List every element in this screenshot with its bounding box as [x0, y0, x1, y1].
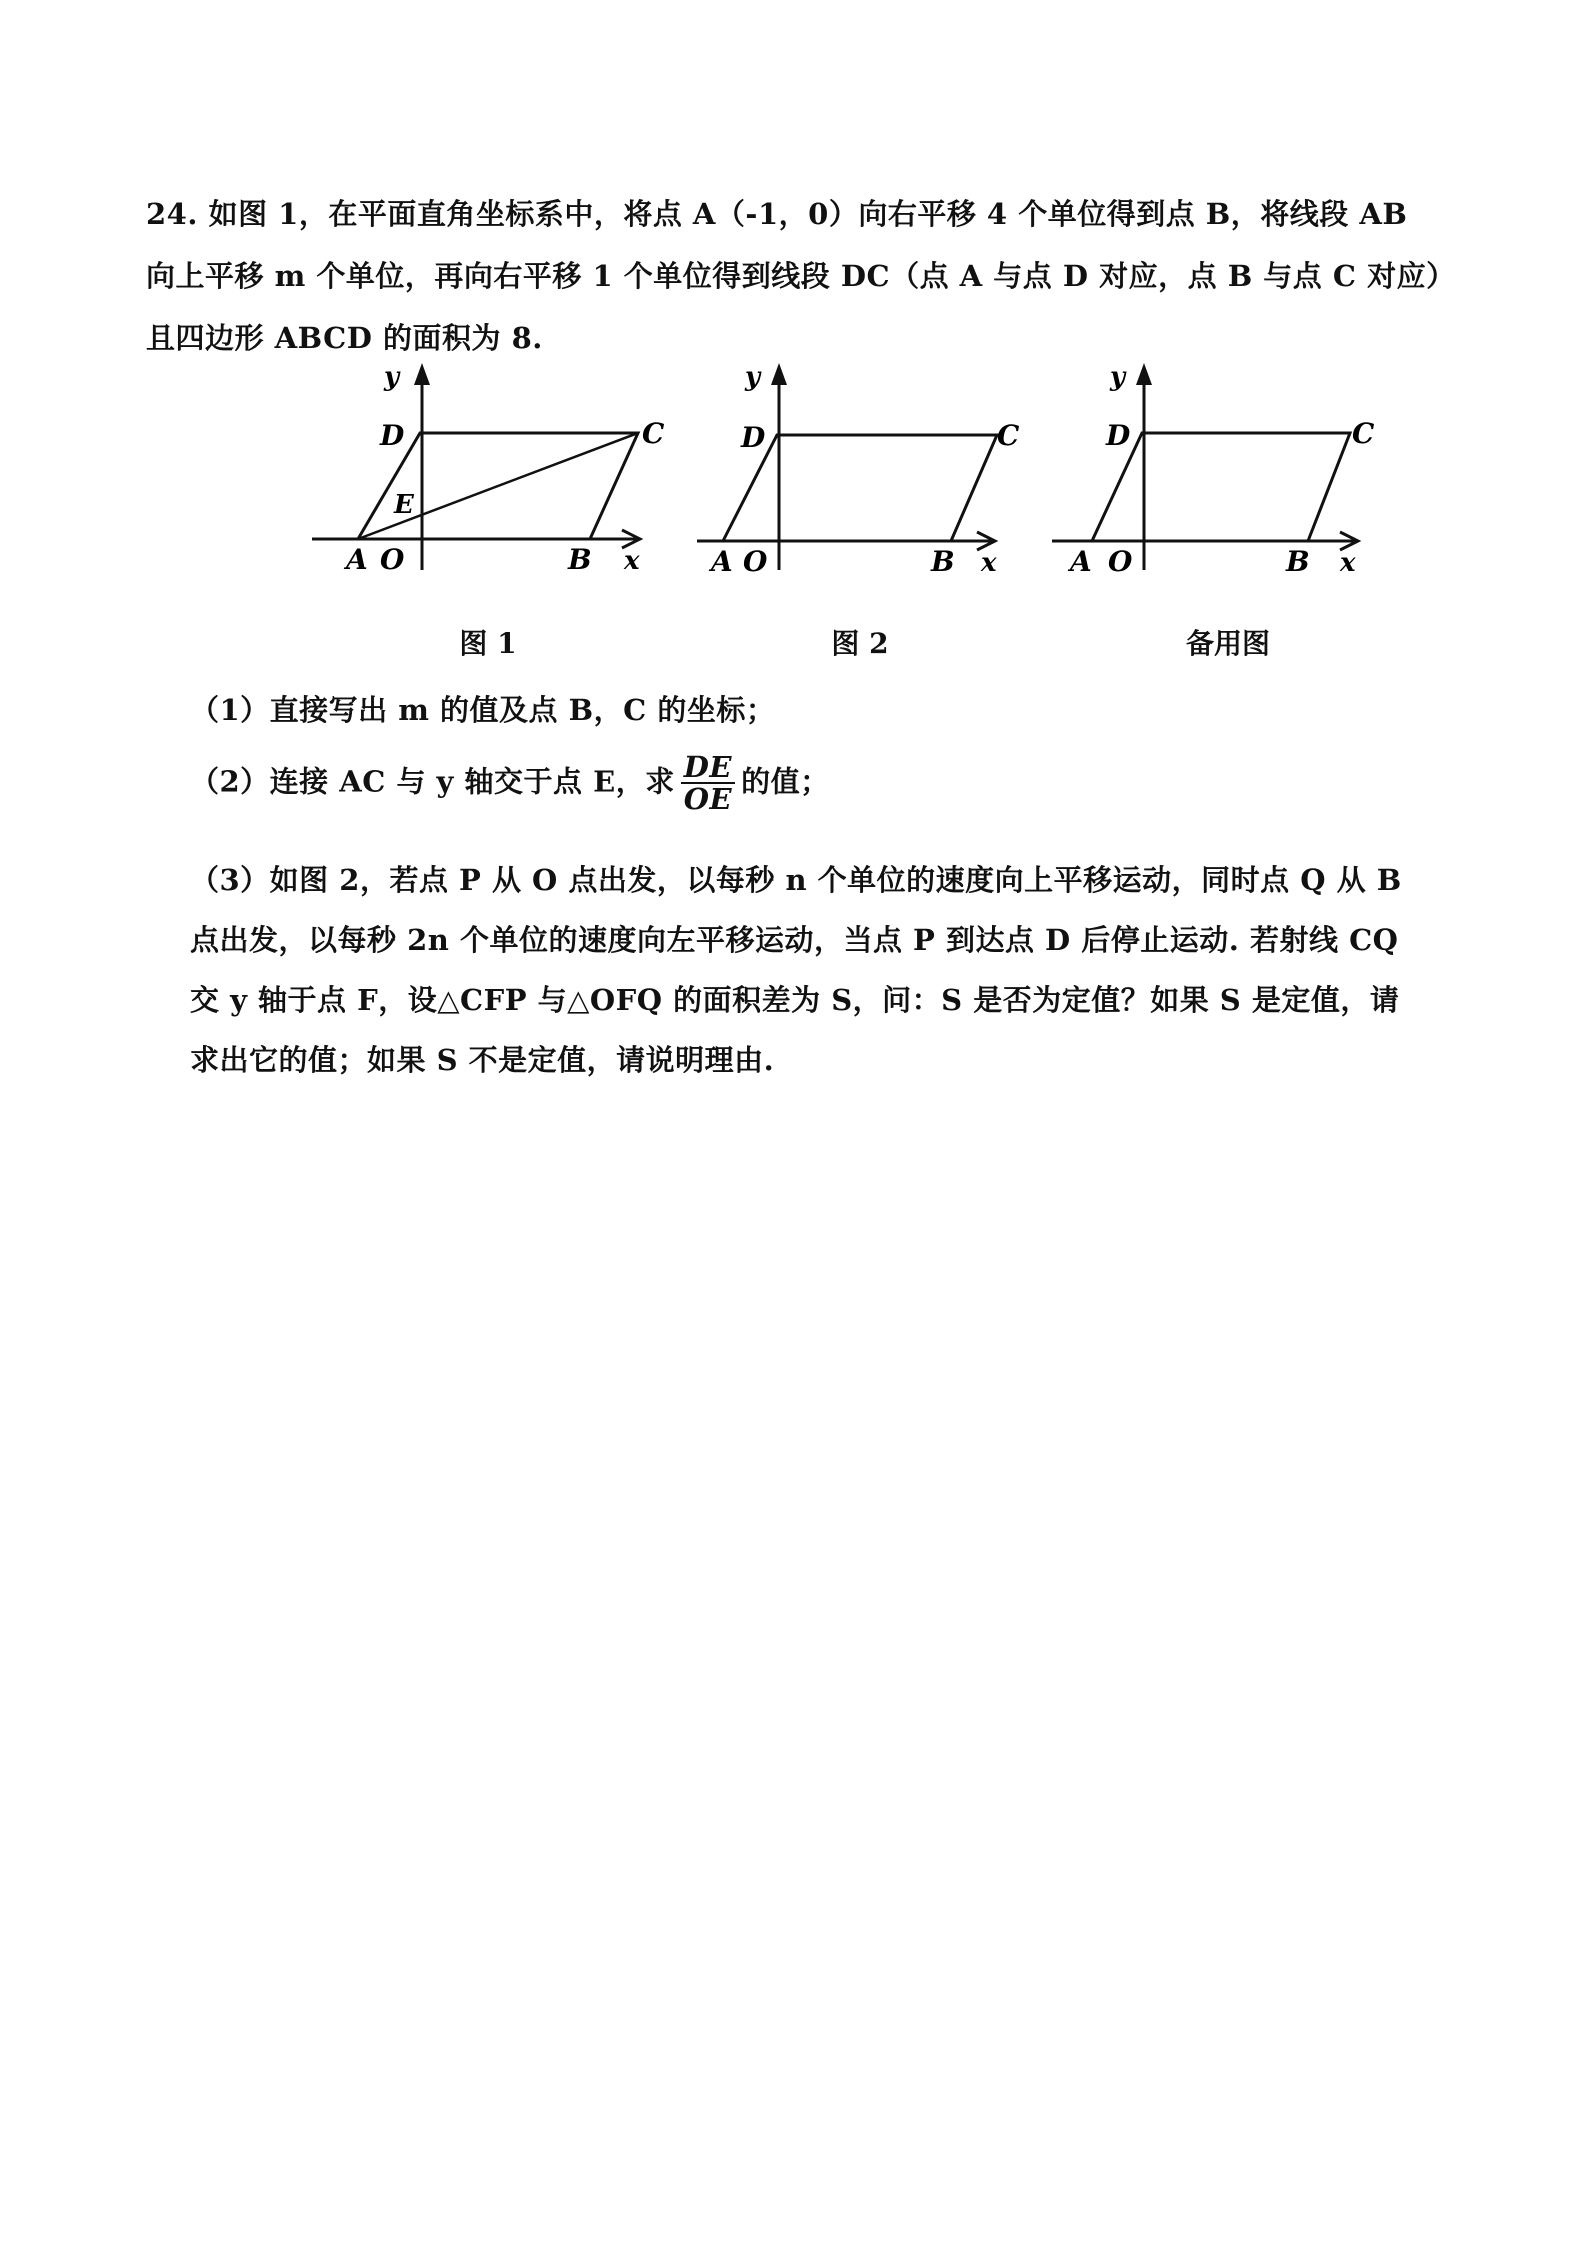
part-3-line-1: （3）如图 2，若点 P 从 O 点出发，以每秒 n 个单位的速度向上平移运动，同时点 Q 从 B	[190, 863, 1402, 897]
label-c: C	[642, 417, 665, 450]
y-axis-arrow	[414, 363, 430, 385]
label-a: A	[346, 543, 368, 576]
label-a: A	[711, 545, 733, 578]
label-y: y	[1110, 362, 1126, 392]
label-x: x	[1340, 548, 1356, 578]
question-stem-line-2: 向上平移 m 个单位，再向右平移 1 个单位得到线段 DC（点 A 与点 D 对应，点 B 与点 C 对应）	[146, 259, 1456, 293]
part-2	[190, 752, 830, 815]
figure-2	[685, 355, 1030, 595]
label-d: D	[1106, 419, 1131, 452]
figure-2-caption: 图 2	[831, 627, 889, 660]
figure-spare-caption: 备用图	[1185, 627, 1270, 660]
parallelogram-abcd	[1092, 433, 1350, 541]
fraction-numerator: DE	[681, 752, 735, 784]
y-axis-arrow	[771, 363, 787, 385]
fraction-denominator: OE	[683, 782, 733, 817]
label-a: A	[1070, 545, 1092, 578]
label-b: B	[568, 543, 592, 576]
part-2-text: （2）连接 AC 与 y 轴交于点 E，求	[190, 764, 675, 799]
question-number: 24.	[146, 197, 198, 231]
fraction-de-over-oe	[681, 752, 735, 815]
part-3-line-3: 交 y 轴于点 F，设△CFP 与△OFQ 的面积差为 S，问：S 是否为定值？如果 S 是定值，请	[190, 983, 1400, 1017]
figure-1-caption: 图 1	[459, 627, 517, 660]
question-stem-line-1	[146, 192, 1407, 233]
figure-1	[300, 355, 680, 595]
y-axis-arrow	[1136, 363, 1152, 385]
label-y: y	[745, 362, 761, 392]
label-x: x	[981, 548, 997, 578]
part-3-line-2: 点出发，以每秒 2n 个单位的速度向左平移运动，当点 P 到达点 D 后停止运动. 若射线 CQ	[190, 923, 1399, 957]
label-o: O	[380, 543, 405, 576]
stem-text-1: 如图 1，在平面直角坐标系中，将点 A（-1，0）向右平移 4 个单位得到点 B，将线段 AB	[208, 197, 1408, 231]
label-y: y	[384, 362, 400, 392]
part-3-line-4: 求出它的值；如果 S 不是定值，请说明理由.	[190, 1043, 775, 1077]
label-d: D	[380, 419, 405, 452]
label-b: B	[931, 545, 955, 578]
figure-spare	[1040, 355, 1385, 595]
label-d: D	[741, 421, 766, 454]
part-1: （1）直接写出 m 的值及点 B，C 的坐标；	[190, 693, 776, 727]
label-e: E	[394, 490, 414, 520]
label-x: x	[624, 546, 640, 576]
part-2-tail: 的值；	[741, 764, 830, 799]
label-o: O	[1108, 545, 1133, 578]
label-c: C	[997, 419, 1020, 452]
label-o: O	[743, 545, 768, 578]
label-c: C	[1352, 417, 1375, 450]
question-stem-line-3: 且四边形 ABCD 的面积为 8.	[146, 321, 543, 355]
label-b: B	[1286, 545, 1310, 578]
